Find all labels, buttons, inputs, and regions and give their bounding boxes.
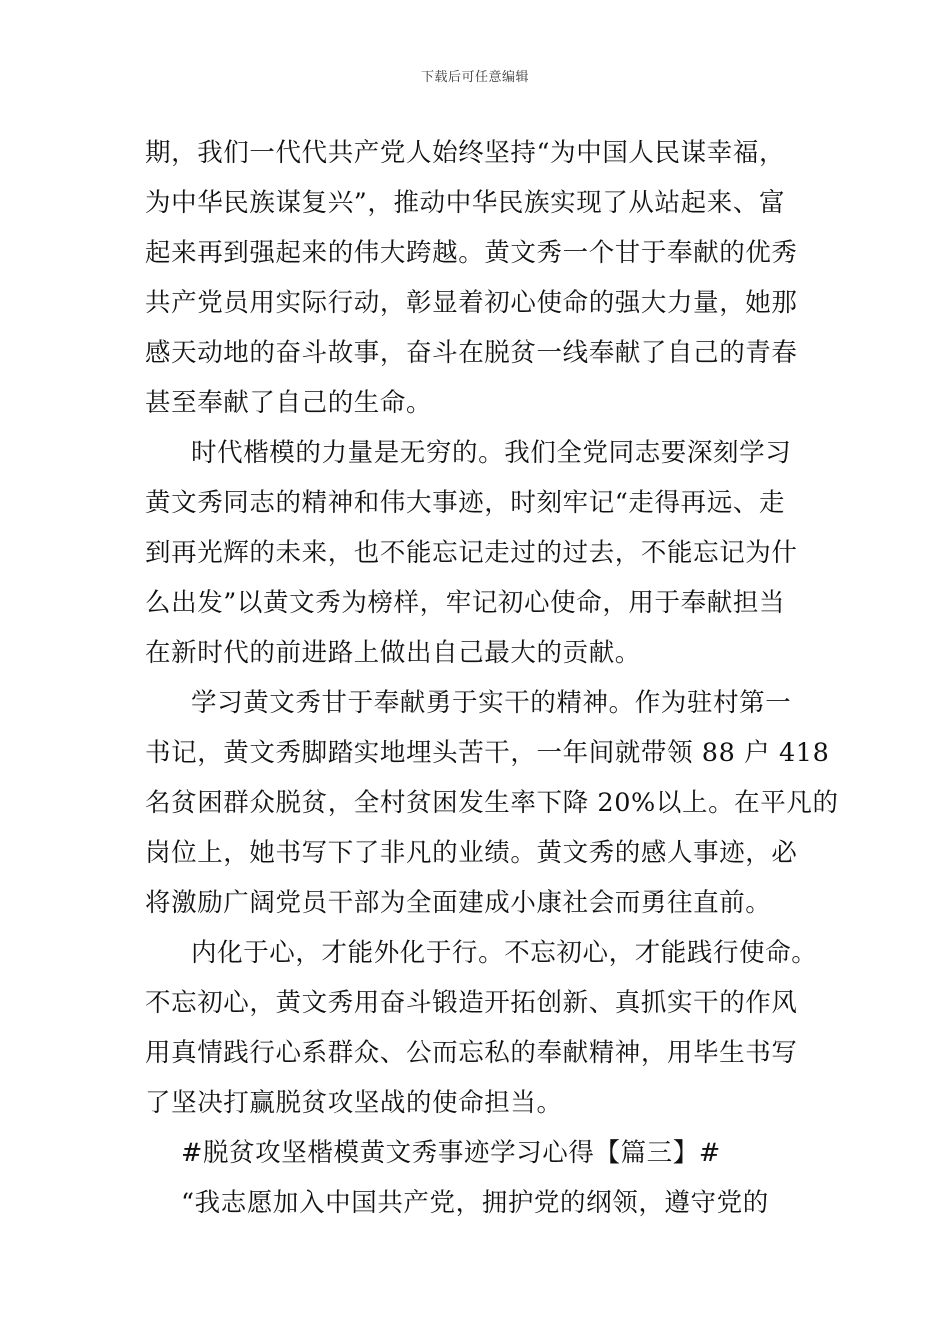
- text-line: 感天动地的奋斗故事，奋斗在脱贫一线奉献了自己的青春: [145, 338, 798, 368]
- text-line: 用真情践行心系群众、公而忘私的奉献精神，用毕生书写: [145, 1038, 798, 1068]
- text-line: 黄文秀同志的精神和伟大事迹，时刻牢记“走得再远、走: [145, 488, 786, 518]
- text-line: 共产党员用实际行动，彰显着初心使命的强大力量，她那: [145, 288, 798, 318]
- paragraph-start-line: 内化于心，才能外化于行。不忘初心，才能践行使命。: [191, 938, 818, 968]
- text-line: 书记，黄文秀脚踏实地埋头苦干，一年间就带领 88 户 418: [145, 738, 830, 768]
- text-line: 名贫困群众脱贫，全村贫困发生率下降 20%以上。在平凡的: [145, 788, 839, 818]
- text-line: 不忘初心，黄文秀用奋斗锻造开拓创新、真抓实干的作风: [145, 988, 798, 1018]
- document-body: [145, 128, 839, 1228]
- page-header: 下载后可任意编辑: [420, 70, 529, 85]
- paragraph-start-line: 学习黄文秀甘于奉献勇于实干的精神。作为驻村第一: [191, 688, 792, 718]
- text-line: 么出发”以黄文秀为榜样，牢记初心使命，用于奉献担当: [145, 588, 786, 618]
- text-line: 将激励广阔党员干部为全面建成小康社会而勇往直前。: [145, 888, 772, 918]
- text-line: 岗位上，她书写下了非凡的业绩。黄文秀的感人事迹，必: [145, 838, 798, 868]
- text-line: 起来再到强起来的伟大跨越。黄文秀一个甘于奉献的优秀: [145, 238, 798, 268]
- text-line: 甚至奉献了自己的生命。: [145, 388, 433, 418]
- text-line: 了坚决打赢脱贫攻坚战的使命担当。: [145, 1088, 563, 1118]
- section-heading: #脱贫攻坚楷模黄文秀事迹学习心得【篇三】#: [181, 1138, 721, 1168]
- text-line: 为中华民族谋复兴”，推动中华民族实现了从站起来、富: [145, 188, 786, 218]
- paragraph-start-line: 时代楷模的力量是无穷的。我们全党同志要深刻学习: [191, 438, 792, 468]
- text-line: 期，我们一代代共产党人始终坚持“为中国人民谋幸福，: [145, 138, 786, 168]
- paragraph-start-line: “我志愿加入中国共产党，拥护党的纲领，遵守党的: [181, 1188, 769, 1218]
- text-line: 在新时代的前进路上做出自己最大的贡献。: [145, 638, 641, 668]
- text-line: 到再光辉的未来，也不能忘记走过的过去，不能忘记为什: [145, 538, 798, 568]
